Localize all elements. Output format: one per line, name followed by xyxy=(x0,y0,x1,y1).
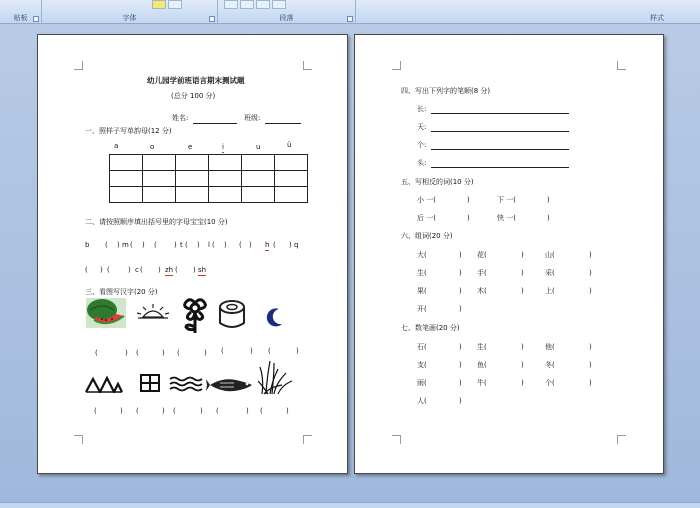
answer-paren: ) xyxy=(589,343,592,351)
grass-icon xyxy=(258,359,294,395)
stroke-char: 长: xyxy=(417,105,427,113)
answer-paren: ( xyxy=(216,407,219,415)
section-1-title: 一、照样子写单韵母(12 分) xyxy=(85,127,172,135)
stroke-char: 个: xyxy=(417,141,427,149)
stroke-order-blank[interactable] xyxy=(431,113,569,114)
answer-paren: ( xyxy=(95,349,98,357)
font-color-button[interactable] xyxy=(168,0,182,9)
letter: h xyxy=(265,241,270,249)
section-4-title: 四、写出下列字的笔顺(8 分) xyxy=(401,87,491,95)
word-item: 开( xyxy=(417,305,427,313)
section-3-title: 三、看图写汉字(20 分) xyxy=(85,288,158,296)
water-icon xyxy=(169,375,203,393)
answer-paren: ( xyxy=(177,349,180,357)
answer-paren: ) xyxy=(200,407,203,415)
letter: sh xyxy=(198,266,207,274)
dialog-launcher-icon[interactable] xyxy=(209,16,215,22)
stroke-char: 天: xyxy=(417,123,427,131)
letter: c xyxy=(135,266,139,274)
paren: ) xyxy=(158,266,161,274)
status-bar xyxy=(0,502,700,508)
antonym-item: 后 一( xyxy=(417,214,436,222)
section-5-title: 五、写相反的词(10 分) xyxy=(401,178,474,186)
name-label: 姓名: xyxy=(172,114,189,122)
vowel-letter: e xyxy=(188,143,193,151)
mountain-icon xyxy=(85,375,123,393)
paren: ( xyxy=(154,241,157,249)
answer-paren: ( xyxy=(136,407,139,415)
answer-paren: ) xyxy=(120,407,123,415)
answer-paren: ) xyxy=(459,379,462,387)
paren: ( xyxy=(273,241,276,249)
paren: ( xyxy=(107,266,110,274)
stroke-char: 头: xyxy=(417,159,427,167)
vowel-letter: i xyxy=(222,143,224,151)
letter: zh xyxy=(165,266,174,274)
ribbon-group-clipboard xyxy=(0,0,42,24)
answer-paren: ) xyxy=(521,251,524,259)
answer-paren: ) xyxy=(589,379,592,387)
word-item: 花( xyxy=(477,251,487,259)
paren: ) xyxy=(197,241,200,249)
paren: ( xyxy=(130,241,133,249)
letter: t xyxy=(180,241,183,249)
answer-paren: ) xyxy=(125,349,128,357)
name-blank[interactable] xyxy=(193,123,237,124)
letter: l xyxy=(208,241,210,249)
paren: ) xyxy=(100,266,103,274)
answer-paren: ) xyxy=(286,407,289,415)
answer-paren: ) xyxy=(547,214,550,222)
field-icon xyxy=(139,373,161,393)
word-item: 木( xyxy=(477,287,487,295)
stroke-count-item: 雨( xyxy=(417,379,427,387)
margin-mark xyxy=(617,61,626,70)
exam-title: 幼儿园学前班语言期末测试题 xyxy=(147,76,245,85)
answer-paren: ) xyxy=(296,347,299,355)
answer-paren: ) xyxy=(547,196,550,204)
justify-button[interactable] xyxy=(272,0,286,9)
answer-paren: ( xyxy=(94,407,97,415)
stroke-order-blank[interactable] xyxy=(431,131,569,132)
paren: ) xyxy=(289,241,292,249)
answer-paren: ( xyxy=(221,347,224,355)
ribbon-group-font xyxy=(42,0,218,24)
stroke-count-item: 人( xyxy=(417,397,427,405)
stroke-order-blank[interactable] xyxy=(431,167,569,168)
margin-mark xyxy=(303,61,312,70)
answer-paren: ) xyxy=(459,343,462,351)
paren: ) xyxy=(193,266,196,274)
stone-icon xyxy=(218,299,246,331)
document-workspace[interactable] xyxy=(0,24,700,502)
paren: ( xyxy=(239,241,242,249)
margin-mark xyxy=(392,61,401,70)
answer-paren: ) xyxy=(459,305,462,313)
margin-mark xyxy=(74,435,83,444)
answer-paren: ) xyxy=(467,196,470,204)
vowel-letter: ü xyxy=(287,141,292,149)
paren: ) xyxy=(174,241,177,249)
answer-paren: ) xyxy=(521,361,524,369)
answer-paren: ) xyxy=(521,269,524,277)
moon-icon xyxy=(266,307,286,327)
answer-paren: ) xyxy=(589,251,592,259)
align-left-button[interactable] xyxy=(224,0,238,9)
letter: q xyxy=(294,241,299,249)
answer-paren: ( xyxy=(260,407,263,415)
paren: ) xyxy=(117,241,120,249)
vowel-letter: a xyxy=(114,142,119,150)
antonym-item: 下 一( xyxy=(497,196,516,204)
answer-paren: ( xyxy=(173,407,176,415)
paren: ) xyxy=(128,266,131,274)
vowel-letter: o xyxy=(150,143,155,151)
document-page-2[interactable] xyxy=(354,34,664,474)
margin-mark xyxy=(617,435,626,444)
answer-paren: ) xyxy=(459,397,462,405)
ribbon-group-label: 贴板 xyxy=(13,14,28,22)
stroke-count-item: 个( xyxy=(545,379,555,387)
sun-icon xyxy=(136,303,170,323)
letter: b xyxy=(85,241,90,249)
vowel-letter: u xyxy=(256,143,261,151)
stroke-count-item: 他( xyxy=(545,343,555,351)
word-item: 手( xyxy=(477,269,487,277)
section-7-title: 七、数笔画(20 分) xyxy=(401,324,460,332)
answer-paren: ) xyxy=(589,269,592,277)
paren: ( xyxy=(175,266,178,274)
answer-paren: ) xyxy=(246,407,249,415)
answer-paren: ) xyxy=(521,379,524,387)
answer-paren: ) xyxy=(521,343,524,351)
class-label: 班级: xyxy=(244,114,261,122)
word-item: 大( xyxy=(417,251,427,259)
answer-paren: ) xyxy=(204,349,207,357)
margin-mark xyxy=(392,435,401,444)
paren: ) xyxy=(249,241,252,249)
section-6-title: 六、组词(20 分) xyxy=(401,232,453,240)
paren: ( xyxy=(105,241,108,249)
word-item: 上( xyxy=(545,287,555,295)
paren: ( xyxy=(212,241,215,249)
stroke-count-item: 生( xyxy=(477,343,487,351)
word-item: 生( xyxy=(417,269,427,277)
word-item: 采( xyxy=(545,269,555,277)
answer-paren: ( xyxy=(268,347,271,355)
word-item: 山( xyxy=(545,251,555,259)
class-blank[interactable] xyxy=(265,123,301,124)
answer-paren: ) xyxy=(162,407,165,415)
ribbon-group-label: 样式 xyxy=(650,14,664,22)
answer-paren: ) xyxy=(589,287,592,295)
stroke-count-item: 冬( xyxy=(545,361,555,369)
highlight-button[interactable] xyxy=(152,0,166,9)
paren: ( xyxy=(185,241,188,249)
stroke-count-item: 支( xyxy=(417,361,427,369)
answer-paren: ( xyxy=(136,349,139,357)
answer-paren: ) xyxy=(467,214,470,222)
margin-mark xyxy=(74,61,83,70)
document-page-1[interactable] xyxy=(37,34,348,474)
answer-paren: ) xyxy=(459,287,462,295)
ribbon-group-label: 段落 xyxy=(279,14,294,22)
dialog-launcher-icon[interactable] xyxy=(347,16,353,22)
stroke-count-item: 牛( xyxy=(477,379,487,387)
fish-icon xyxy=(206,375,258,395)
flower-icon xyxy=(179,297,211,335)
exam-subtitle: (总分 100 分) xyxy=(171,92,216,100)
paren: ) xyxy=(224,241,227,249)
writing-grid[interactable] xyxy=(109,154,308,203)
answer-paren: ) xyxy=(162,349,165,357)
ribbon-group-label: 字体 xyxy=(122,14,137,22)
letter: m xyxy=(122,241,129,249)
answer-paren: ) xyxy=(459,361,462,369)
answer-paren: ) xyxy=(459,269,462,277)
answer-paren: ) xyxy=(459,251,462,259)
antonym-item: 快 一( xyxy=(497,214,516,222)
stroke-count-item: 鱼( xyxy=(477,361,487,369)
ribbon-group-paragraph xyxy=(218,0,356,24)
ribbon-group-styles xyxy=(356,0,700,24)
paren: ( xyxy=(140,266,143,274)
word-item: 果( xyxy=(417,287,427,295)
paren: ) xyxy=(142,241,145,249)
margin-mark xyxy=(303,435,312,444)
answer-paren: ) xyxy=(589,361,592,369)
stroke-order-blank[interactable] xyxy=(431,149,569,150)
antonym-item: 小 一( xyxy=(417,196,436,204)
answer-paren: ) xyxy=(250,347,253,355)
align-center-button[interactable] xyxy=(240,0,254,9)
section-2-title: 二、请按照顺序填出括号里的字母宝宝(10 分) xyxy=(85,218,228,226)
stroke-count-item: 石( xyxy=(417,343,427,351)
ribbon xyxy=(0,0,700,24)
align-right-button[interactable] xyxy=(256,0,270,9)
dialog-launcher-icon[interactable] xyxy=(33,16,39,22)
paren: ( xyxy=(85,266,88,274)
watermelon-icon xyxy=(86,298,126,328)
answer-paren: ) xyxy=(521,287,524,295)
